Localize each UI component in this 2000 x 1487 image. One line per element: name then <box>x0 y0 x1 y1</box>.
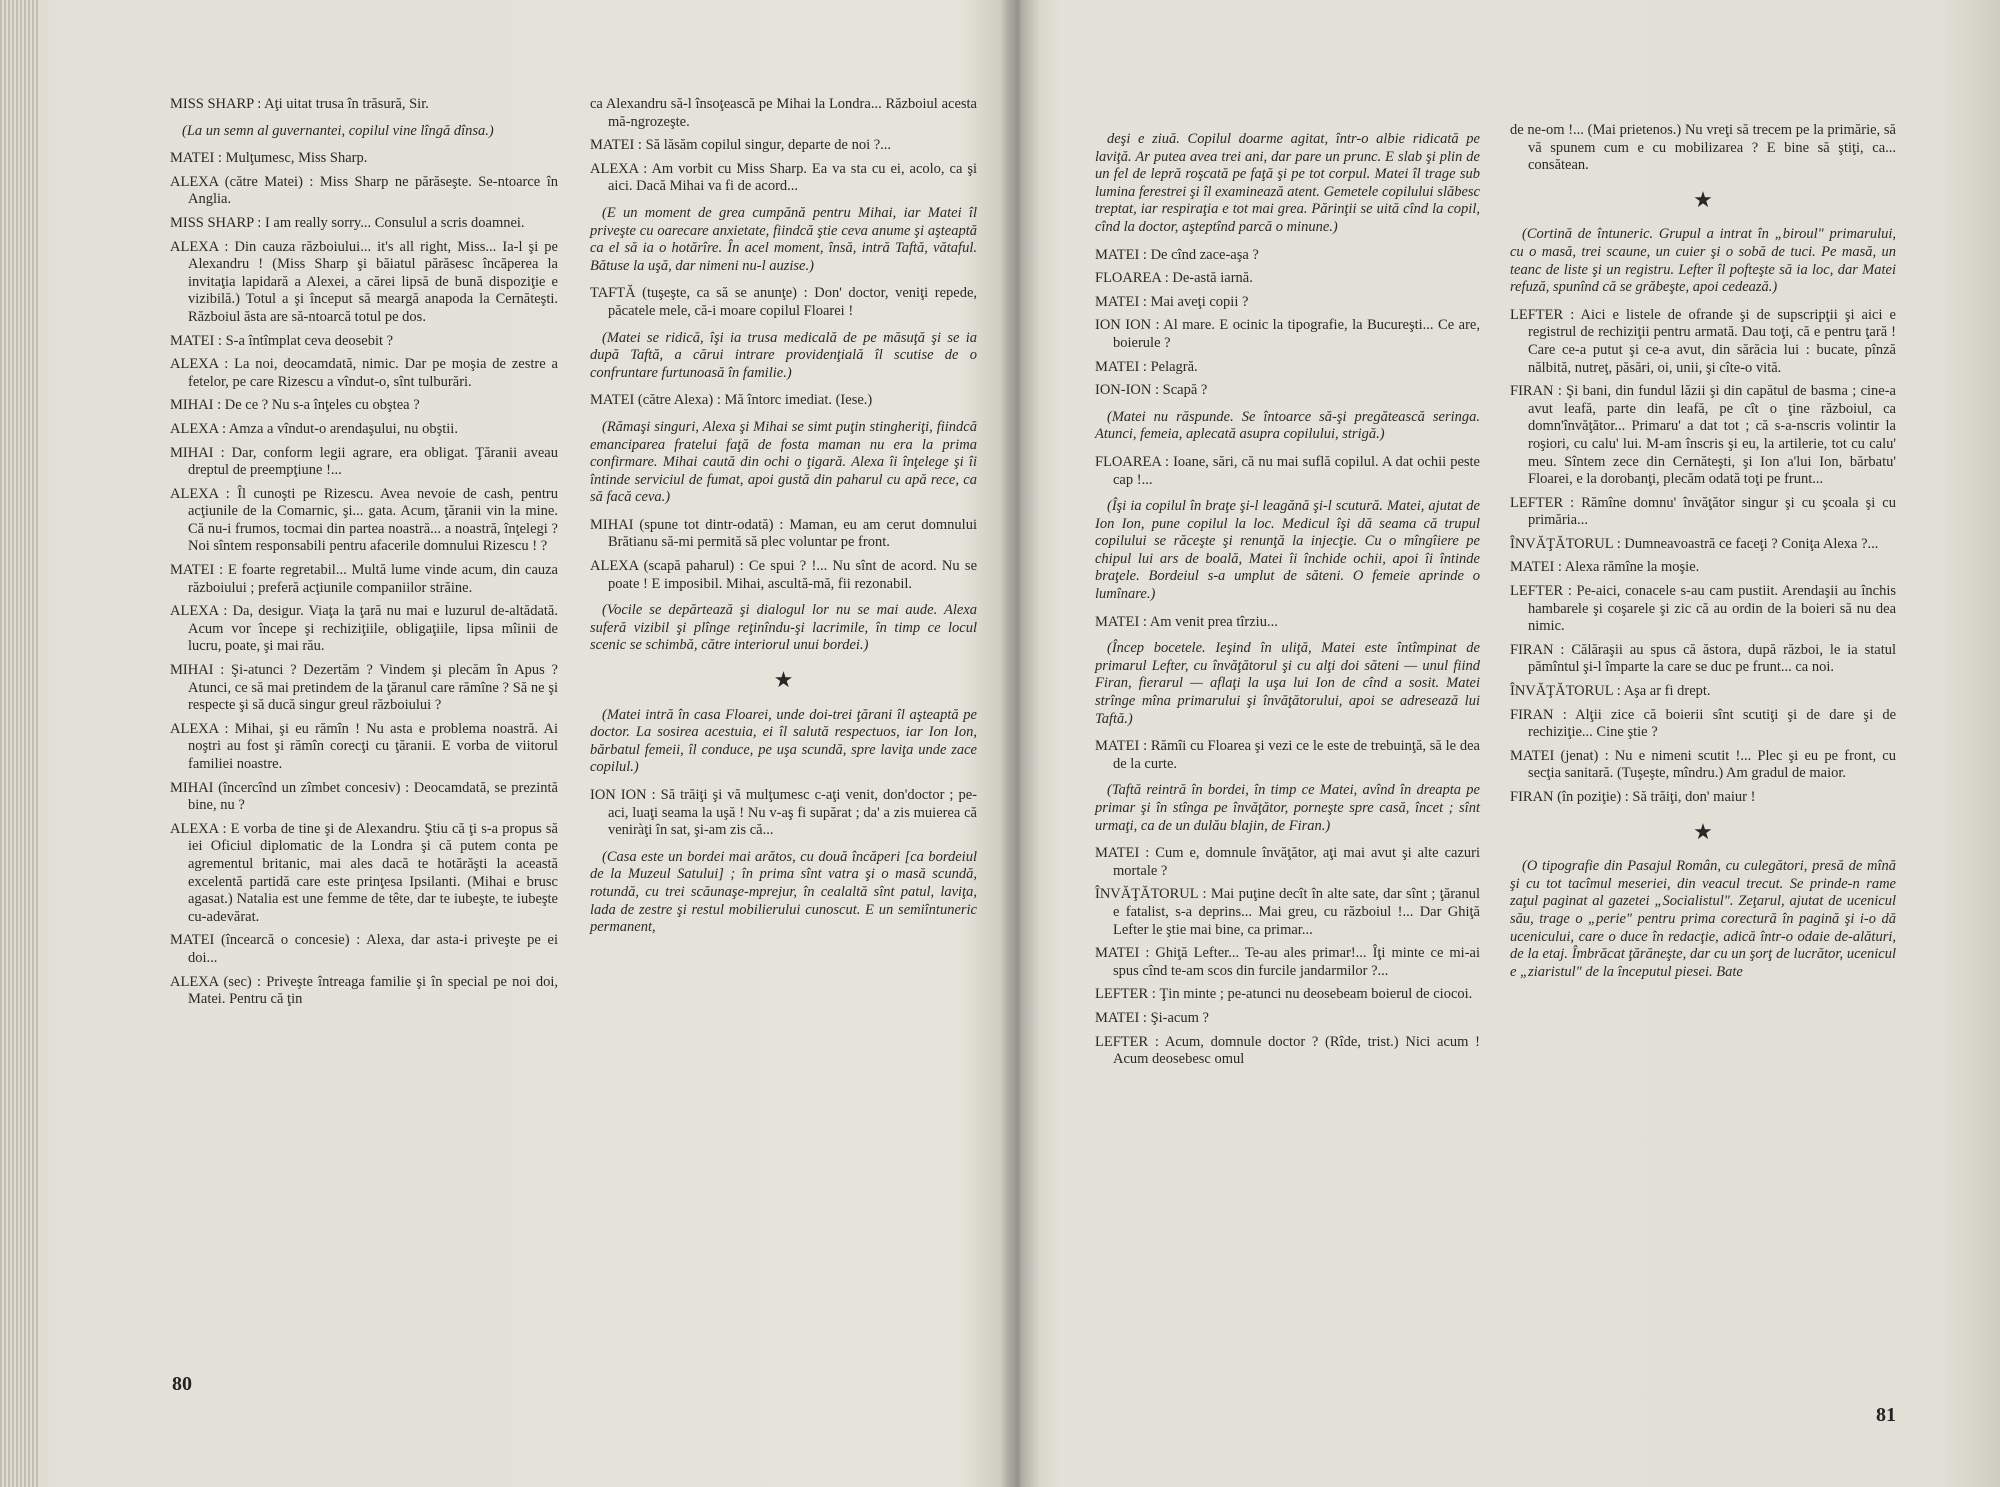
dialogue-line: ALEXA : Îl cunoşti pe Rizescu. Avea nevoie de cash, pentru acţiunile de la Comarnic, şi... gata. Acum, ţăranii vin la mine. Că nu-i frumos, tocmai din partea noastră... a noastră, înţelegi ? Noi sîntem responsabili pentru afacerile domnului Rizescu ! ? <box>170 485 558 555</box>
dialogue-line: ALEXA (către Matei) : Miss Sharp ne părăseşte. Se-ntoarce în Anglia. <box>170 173 558 208</box>
dialogue-line: MATEI : Rămîi cu Floarea şi vezi ce le este de trebuinţă, să le dea de la curte. <box>1095 738 1480 772</box>
page-number-right: 81 <box>1876 1404 1896 1426</box>
dialogue-line: ION-ION : Scapă ? <box>1095 382 1208 399</box>
right-page-column-1 <box>1095 122 1480 1075</box>
left-page-column-2 <box>590 96 977 947</box>
stage-direction: deşi e ziuă. Copilul doarme agitat, într-o albie ridicată pe laviţă. Ar putea avea trei ani, dar pare un prunc. E slab şi plin de un fel de lepră roşcată pe faţă şi pe tot corpul. Matei îl trage sub lumina ferestrei şi îl examinează atent. Gemetele copilului slăbesc treptat, iar respiraţia e tot mai grea. Părinţii se uită cînd la copil, cînd la doctor, aşteptînd parcă o minune.) <box>1095 131 1480 235</box>
dialogue-line: MIHAI (încercînd un zîmbet concesiv) : Deocamdată, se prezintă bine, nu ? <box>170 779 558 814</box>
dialogue-line: ÎNVĂŢĂTORUL : Dumneavoastră ce faceţi ? Coniţa Alexa ?... <box>1510 535 1879 552</box>
dialogue-line: FIRAN : Călăraşii au spus că ăstora, după război, le ia statul pămîntul şi-l împarte la care se duc pe frunt... ca noi. <box>1510 641 1896 676</box>
stage-direction: (Cortină de întuneric. Grupul a intrat în „biroul" primarului, cu o masă, trei scaune, un cuier şi o sobă de tuci. Pe masă, un teanc de liste şi un registru. Lefter îl pofteşte să ia loc, dar Matei refuză, spunînd că se grăbeşte, apoi cedează.) <box>1510 226 1896 296</box>
dialogue-line: LEFTER : Ţin minte ; pe-atunci nu deosebeam boierul de ciocoi. <box>1095 986 1473 1003</box>
dialogue-line: ALEXA (scapă paharul) : Ce spui ? !... Nu sînt de acord. Nu se poate ! E imposibil. Mihai, ascultă-mă, fii rezonabil. <box>590 558 977 592</box>
dialogue-line: ALEXA : Mihai, şi eu rămîn ! Nu asta e problema noastră. Ai noştri au fost şi rămîn corecţi cu ţăranii. E vorba de viitorul familiei noastre. <box>170 720 558 772</box>
dialogue-line: ALEXA : Am vorbit cu Miss Sharp. Ea va sta cu ei, acolo, ca şi aici. Dacă Mihai va fi de acord... <box>590 160 977 195</box>
dialogue-line: MATEI : Am venit prea tîrziu... <box>1095 613 1278 630</box>
dialogue-line: ION ION : Să trăiţi şi vă mulţumesc c-aţi venit, don'doctor ; pe-aci, luaţi seama la uşă ! Nu v-aş fi supărat ; da' a zis muierea că veniràţi în sat, şi-am zis că... <box>590 787 977 839</box>
page-number-left: 80 <box>172 1373 192 1395</box>
dialogue-line: ALEXA : Da, desigur. Viaţa la ţară nu mai e luzurul de-altădată. Acum vor începe şi rechiziţiile, obligaţiile, lipsa mîinii de lucru, poate, şi mai rău. <box>170 603 558 655</box>
dialogue-line: MATEI : Ghiţă Lefter... Te-au ales primar!... Îţi minte ce mi-ai spus cînd te-am scos din furcile jandarmilor ?... <box>1095 945 1480 979</box>
section-star-divider: ★ <box>773 667 794 693</box>
right-page-column-2 <box>1510 122 1896 991</box>
dialogue-line: LEFTER : Aici e listele de ofrande şi de supscripţii şi aici e registrul de rechiziţii pentru armată. Dau toţi, că e pentru ţară ! Care ce-a putut şi ce-a avut, din sărăcia lui : bucate, pînză nălbită, nutreţ, păsări, oi, unii, şi cîte-o vită. <box>1510 306 1896 376</box>
dialogue-line: ca Alexandru să-l însoţească pe Mihai la Londra... Războiul acesta mă-ngrozeşte. <box>590 96 977 130</box>
dialogue-line: MATEI : Pelagră. <box>1095 358 1198 375</box>
dialogue-line: MATEI : E foarte regretabil... Multă lume vinde acum, din cauza războiului ; preferă acţiunile companiilor străine. <box>170 562 558 596</box>
dialogue-line: LEFTER : Pe-aici, conacele s-au cam pustiit. Arendaşii au închis hambarele şi coşarele şi zic că au ordin de la boieri să nu dea nimic. <box>1510 583 1896 635</box>
dialogue-line: MIHAI : Dar, conform legii agrare, era obligat. Ţăranii aveau dreptul de preempţiune !... <box>170 444 558 479</box>
dialogue-line: ALEXA : E vorba de tine şi de Alexandru. Ştiu că ţi s-a propus să iei Oficiul diplomatic de la Londra şi că putem conta pe agrementul britanic, mai ales dacă te hotărăşti la această excelentă partidă care este prinţesa Ipsilanti. (Mihai e brusc agasat.) Natalia est une femme de tête, dar te iubeşte, te iubeşte cu-adevărat. <box>170 820 558 925</box>
dialogue-line: FLOAREA : De-astă iarnă. <box>1095 270 1253 287</box>
dialogue-line: MATEI : Să lăsăm copilul singur, departe de noi ?... <box>590 137 892 154</box>
dialogue-line: ALEXA : La noi, deocamdată, nimic. Dar pe moşia de zestre a fetelor, pe care Rizescu a vîndut-o, sînt tulburări. <box>170 356 558 390</box>
page-edges <box>0 0 38 1487</box>
dialogue-line: ION ION : Al mare. E ocinic la tipografie, la Bucureşti... Ce are, boierule ? <box>1095 317 1480 351</box>
stage-direction: (Matei intră în casa Floarei, unde doi-trei ţărani îl aşteaptă pe doctor. La sosirea acestuia, ei îl salută respectuos, iar Ion Ion, bărbatul femeii, îl conduce, pe uşa scundă, spre laviţa unde zace copilul.) <box>590 706 977 776</box>
stage-direction: (Matei se ridică, îşi ia trusa medicală de pe măsuţă şi se ia după Taftă, a cărui intrare providenţială îl scutise de o confruntare furtunoasă în familie.) <box>590 329 977 381</box>
dialogue-line: ÎNVĂŢĂTORUL : Aşa ar fi drept. <box>1510 683 1711 700</box>
dialogue-line: TAFTĂ (tuşeşte, ca să se anunţe) : Don' doctor, veniţi repede, păcatele mele, că-i moare copilul Floarei ! <box>590 285 977 319</box>
dialogue-line: MATEI (către Alexa) : Mă întorc imediat. (Iese.) <box>590 392 873 409</box>
dialogue-line: MISS SHARP : Aţi uitat trusa în trăsură, Sir. <box>170 96 429 112</box>
dialogue-line: MATEI : De cînd zace-aşa ? <box>1095 246 1259 263</box>
dialogue-line: MATEI (jenat) : Nu e nimeni scutit !... Plec şi eu pe front, cu secţia sanitară. (Tuşeşte, mîndru.) Am gradul de maior. <box>1510 747 1896 782</box>
book-gutter <box>1000 0 1040 1487</box>
dialogue-line: FIRAN (în poziţie) : Să trăiţi, don' maiur ! <box>1510 789 1756 805</box>
dialogue-line: LEFTER : Acum, domnule doctor ? (Rîde, trist.) Nici acum ! Acum deosebesc omul <box>1095 1033 1480 1068</box>
section-star-divider: ★ <box>1693 818 1713 844</box>
stage-direction: (Matei nu răspunde. Se întoarce să-şi pregătească seringa. Atunci, femeia, aplecată asupra copilului, strigă.) <box>1095 408 1480 443</box>
dialogue-line: ALEXA : Amza a vîndut-o arendaşului, nu obştii. <box>170 420 458 437</box>
dialogue-line: MISS SHARP : I am really sorry... Consulul a scris doamnei. <box>170 214 525 231</box>
stage-direction: (O tipografie din Pasajul Român, cu culegători, presă de mînă şi cu tot tacîmul meseriei, din veacul trecut. Se prinde-n rame zaţul paginat al gazetei „Socialistul". Zeţarul, ajutat de ucenicul său, trage o „perie" pentru prima corectură în pagină şi i-o dă ucenicului, care o duce în redacţie, adică într-o odaie de-alături, de la etaj. Îmbrăcat ţărăneşte, dar cu un şorţ de lucrător, ucenicul e „ziaristul" de la începutul piesei. Bate <box>1510 858 1896 980</box>
dialogue-line: ÎNVĂŢĂTORUL : Mai puţine decît în alte sate, dar sînt ; ţăranul e fatalist, s-a deprins... Mai greu, cu războiul !... Dar Ghiţă Lefter le ştie mai bine, ca primar... <box>1095 886 1480 938</box>
stage-direction: (Îşi ia copilul în braţe şi-l leagănă şi-l scutură. Matei, ajutat de Ion Ion, pune copilul la loc. Medicul îşi dă seama că trupul copilului se răceşte şi renunţă la injecţie. Cu o mîngîiere pe chipul lui ars de boală, Matei îi închide ochii, apoi îi întinde braţele. Bordeiul s-a umplut de săteni. O femeie aprinde o lumînare.) <box>1095 498 1480 603</box>
dialogue-line: FIRAN : Alţii zice că boierii sînt scutiţi şi de dare şi de rechiziţie... Cine ştie ? <box>1510 706 1896 741</box>
stage-direction: (Casa este un bordei mai arătos, cu două încăperi [ca bordeiul de la Muzeul Satului] ; în prima sînt vatra şi o masă scundă, rotundă, cu trei scăunaşe-mprejur, în cealaltă sînt patul, laviţa, lada de zestre şi restul mobilierului cunoscut. E un semiîntuneric permanent, <box>590 848 977 936</box>
dialogue-line: MATEI : Şi-acum ? <box>1095 1009 1209 1026</box>
dialogue-line: ALEXA : Din cauza războiului... it's all right, Miss... Ia-l şi pe Alexandru ! (Miss Sharp şi băiatul părăsesc încăperea la invitaţia lapidară a Alexei, a cărei lipsă de bună dispoziţie e vizibilă.) Totul a şi început să meargă anapoda la Cernăteşti. Războiul ăsta are să-ntoarcă totul pe dos. <box>170 238 558 325</box>
dialogue-line: MATEI : Mai aveţi copii ? <box>1095 293 1249 310</box>
dialogue-line: FLOAREA : Ioane, sări, că nu mai suflă copilul. A dat ochii peste cap !... <box>1095 453 1480 488</box>
dialogue-line: MATEI : Alexa rămîne la moşie. <box>1510 559 1700 576</box>
stage-direction: (Vocile se depărtează şi dialogul lor nu se mai aude. Alexa suferă vizibil şi plînge reţinîndu-şi lacrimile, în timp ce locul scenic se schimbă, către interiorul unui bordei.) <box>590 602 977 654</box>
dialogue-line: de ne-om !... (Mai prietenos.) Nu vreţi să trecem pe la primărie, să vă spunem cum e cu mobilizarea ? E bine să ştiţi, ca... consătean. <box>1510 122 1896 174</box>
dialogue-line: MATEI (încearcă o concesie) : Alexa, dar asta-i priveşte pe ei doi... <box>170 932 558 966</box>
dialogue-line: MIHAI : De ce ? Nu s-a înţeles cu obştea ? <box>170 397 420 414</box>
stage-direction: (Rămaşi singuri, Alexa şi Mihai se simt puţin stingheriţi, fiindcă emanciparea fratelui faţă de fosta maman nu era la prima confirmare. Mihai caută din ochi o ţigară. Alexa îi înţelege şi îi întinde serviciul de fumat, apoi gustă din paharul cu apă rece, ca să facă ceva.) <box>590 418 977 506</box>
left-page-column-1 <box>170 96 558 1015</box>
dialogue-line: MATEI : Cum e, domnule învăţător, aţi mai avut şi alte cazuri mortale ? <box>1095 845 1480 879</box>
dialogue-line: ALEXA (sec) : Priveşte întreaga familie şi în special pe noi doi, Matei. Pentru că ţin <box>170 973 558 1008</box>
dialogue-line: MATEI : S-a întîmplat ceva deosebit ? <box>170 332 394 349</box>
stage-direction: (E un moment de grea cumpănă pentru Mihai, iar Matei îl priveşte cu oarecare anxietate, fiindcă ştie ceva anume şi aşteaptă ca el să ia o hotărîre. În acel moment, însă, intră Taftă, vătaful. Bătuse la uşă, dar nimeni nu-l auzise.) <box>590 204 977 274</box>
stage-direction: (Încep bocetele. Ieşind în uliţă, Matei este întîmpinat de primarul Lefter, cu învăţătorul şi cu alţi doi săteni — unul fiind Firan, fierarul — aflaţi la uşa lui Ion de cînd a sosit. Matei strînge mîna primarului şi învăţătorului, apoi se adresează lui Taftă.) <box>1095 640 1480 727</box>
stage-direction: (La un semn al guvernantei, copilul vine lîngă dînsa.) <box>182 122 494 139</box>
dialogue-line: MIHAI (spune tot dintr-odată) : Maman, eu am cerut domnului Brătianu să-mi permită să plec voluntar pe front. <box>590 516 977 551</box>
dialogue-line: MATEI : Mulţumesc, Miss Sharp. <box>170 150 368 167</box>
dialogue-line: MIHAI : Şi-atunci ? Dezertăm ? Vindem şi plecăm în Apus ? Atunci, ce să mai pretindem de la ţăranul care rămîne ? Să ne şi respecte şi să ducă singur greul războiului ? <box>170 662 558 714</box>
section-star-divider: ★ <box>1693 186 1713 212</box>
dialogue-line: FIRAN : Şi bani, din fundul lăzii şi din capătul de basma ; cine-a avut leafă, parte din leafă, pe cît o ţine războiul, ca domn'învăţător... Primaru' a dat tot ; că s-a-nscris volintir la roşiori, cu calu' lui. M-am înscris şi eu, la artilerie, tot cu calu' meu. Sîntem zece din Cernăteşti, şi Ion a'lui Ion, bărbatu' Floarei, e la dorobanţi, plecăm odată toţi pe frunt... <box>1510 383 1896 488</box>
stage-direction: (Taftă reintră în bordei, în timp ce Matei, avînd în dreapta pe primar şi în stînga pe învăţător, porneşte spre casă, încet ; sînt urmaţi, ca de un dulău blajin, de Firan.) <box>1095 782 1480 834</box>
dialogue-line: LEFTER : Rămîne domnu' învăţător singur şi cu şcoala şi cu primăria... <box>1510 494 1896 529</box>
